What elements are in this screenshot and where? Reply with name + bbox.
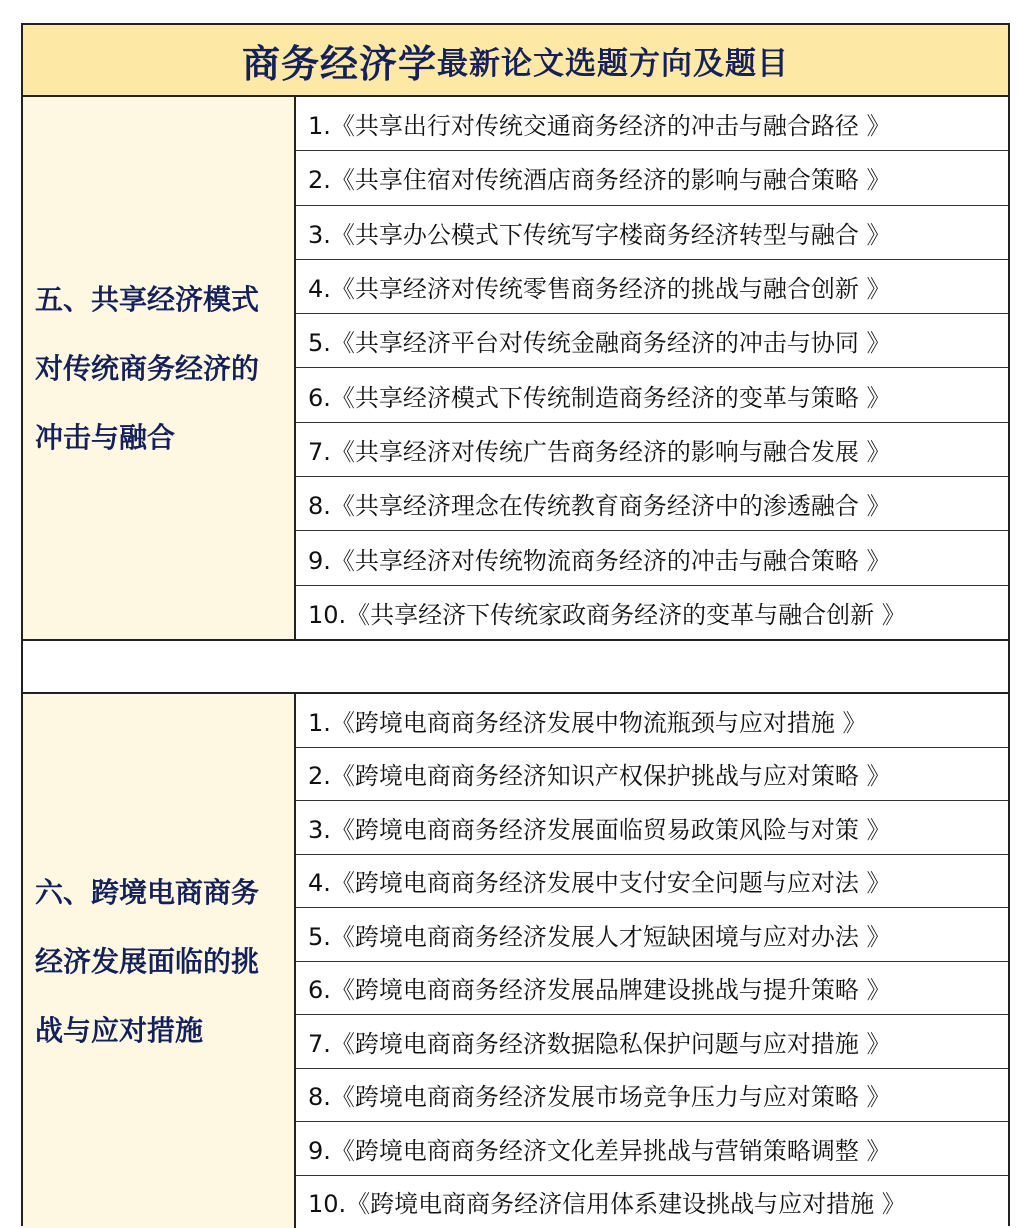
table-title	[23, 25, 1008, 97]
topic-item: 9.《共享经济对传统物流商务经济的冲击与融合策略 》	[296, 531, 1008, 585]
section-heading: 五、共享经济模式对传统商务经济的冲击与融合	[23, 97, 296, 639]
section-heading: 六、跨境电商商务经济发展面临的挑战与应对措施	[23, 694, 296, 1228]
topic-item: 7.《跨境电商商务经济数据隐私保护问题与应对措施 》	[296, 1015, 1008, 1069]
topic-item: 3.《跨境电商商务经济发展面临贸易政策风险与对策 》	[296, 801, 1008, 855]
topic-item: 2.《跨境电商商务经济知识产权保护挑战与应对策略 》	[296, 748, 1008, 802]
topic-item: 10.《跨境电商商务经济信用体系建设挑战与应对措施 》	[296, 1176, 1008, 1228]
section-five	[23, 97, 1008, 641]
topic-item: 7.《共享经济对传统广告商务经济的影响与融合发展 》	[296, 423, 1008, 477]
topic-item: 3.《共享办公模式下传统写字楼商务经济转型与融合 》	[296, 206, 1008, 260]
topics-table	[21, 23, 1010, 1226]
topic-item: 6.《跨境电商商务经济发展品牌建设挑战与提升策略 》	[296, 962, 1008, 1016]
topic-item: 5.《跨境电商商务经济发展人才短缺困境与应对办法 》	[296, 908, 1008, 962]
title-main: 商务经济学	[242, 33, 437, 88]
topic-item: 6.《共享经济模式下传统制造商务经济的变革与策略 》	[296, 368, 1008, 422]
topic-item: 9.《跨境电商商务经济文化差异挑战与营销策略调整 》	[296, 1122, 1008, 1176]
topic-item: 8.《跨境电商商务经济发展市场竞争压力与应对策略 》	[296, 1069, 1008, 1123]
blank-row	[23, 641, 1008, 694]
section-six	[23, 694, 1008, 1228]
topic-list	[296, 97, 1008, 639]
topic-list	[296, 694, 1008, 1228]
title-sub: 最新论文选题方向及题目	[437, 38, 789, 83]
topic-item: 2.《共享住宿对传统酒店商务经济的影响与融合策略 》	[296, 151, 1008, 205]
topic-item: 5.《共享经济平台对传统金融商务经济的冲击与协同 》	[296, 314, 1008, 368]
topic-item: 1.《跨境电商商务经济发展中物流瓶颈与应对措施 》	[296, 694, 1008, 748]
topic-item: 10.《共享经济下传统家政商务经济的变革与融合创新 》	[296, 586, 1008, 639]
topic-item: 8.《共享经济理念在传统教育商务经济中的渗透融合 》	[296, 477, 1008, 531]
topic-item: 4.《跨境电商商务经济发展中支付安全问题与应对法 》	[296, 855, 1008, 909]
topic-item: 1.《共享出行对传统交通商务经济的冲击与融合路径 》	[296, 97, 1008, 151]
topic-item: 4.《共享经济对传统零售商务经济的挑战与融合创新 》	[296, 260, 1008, 314]
